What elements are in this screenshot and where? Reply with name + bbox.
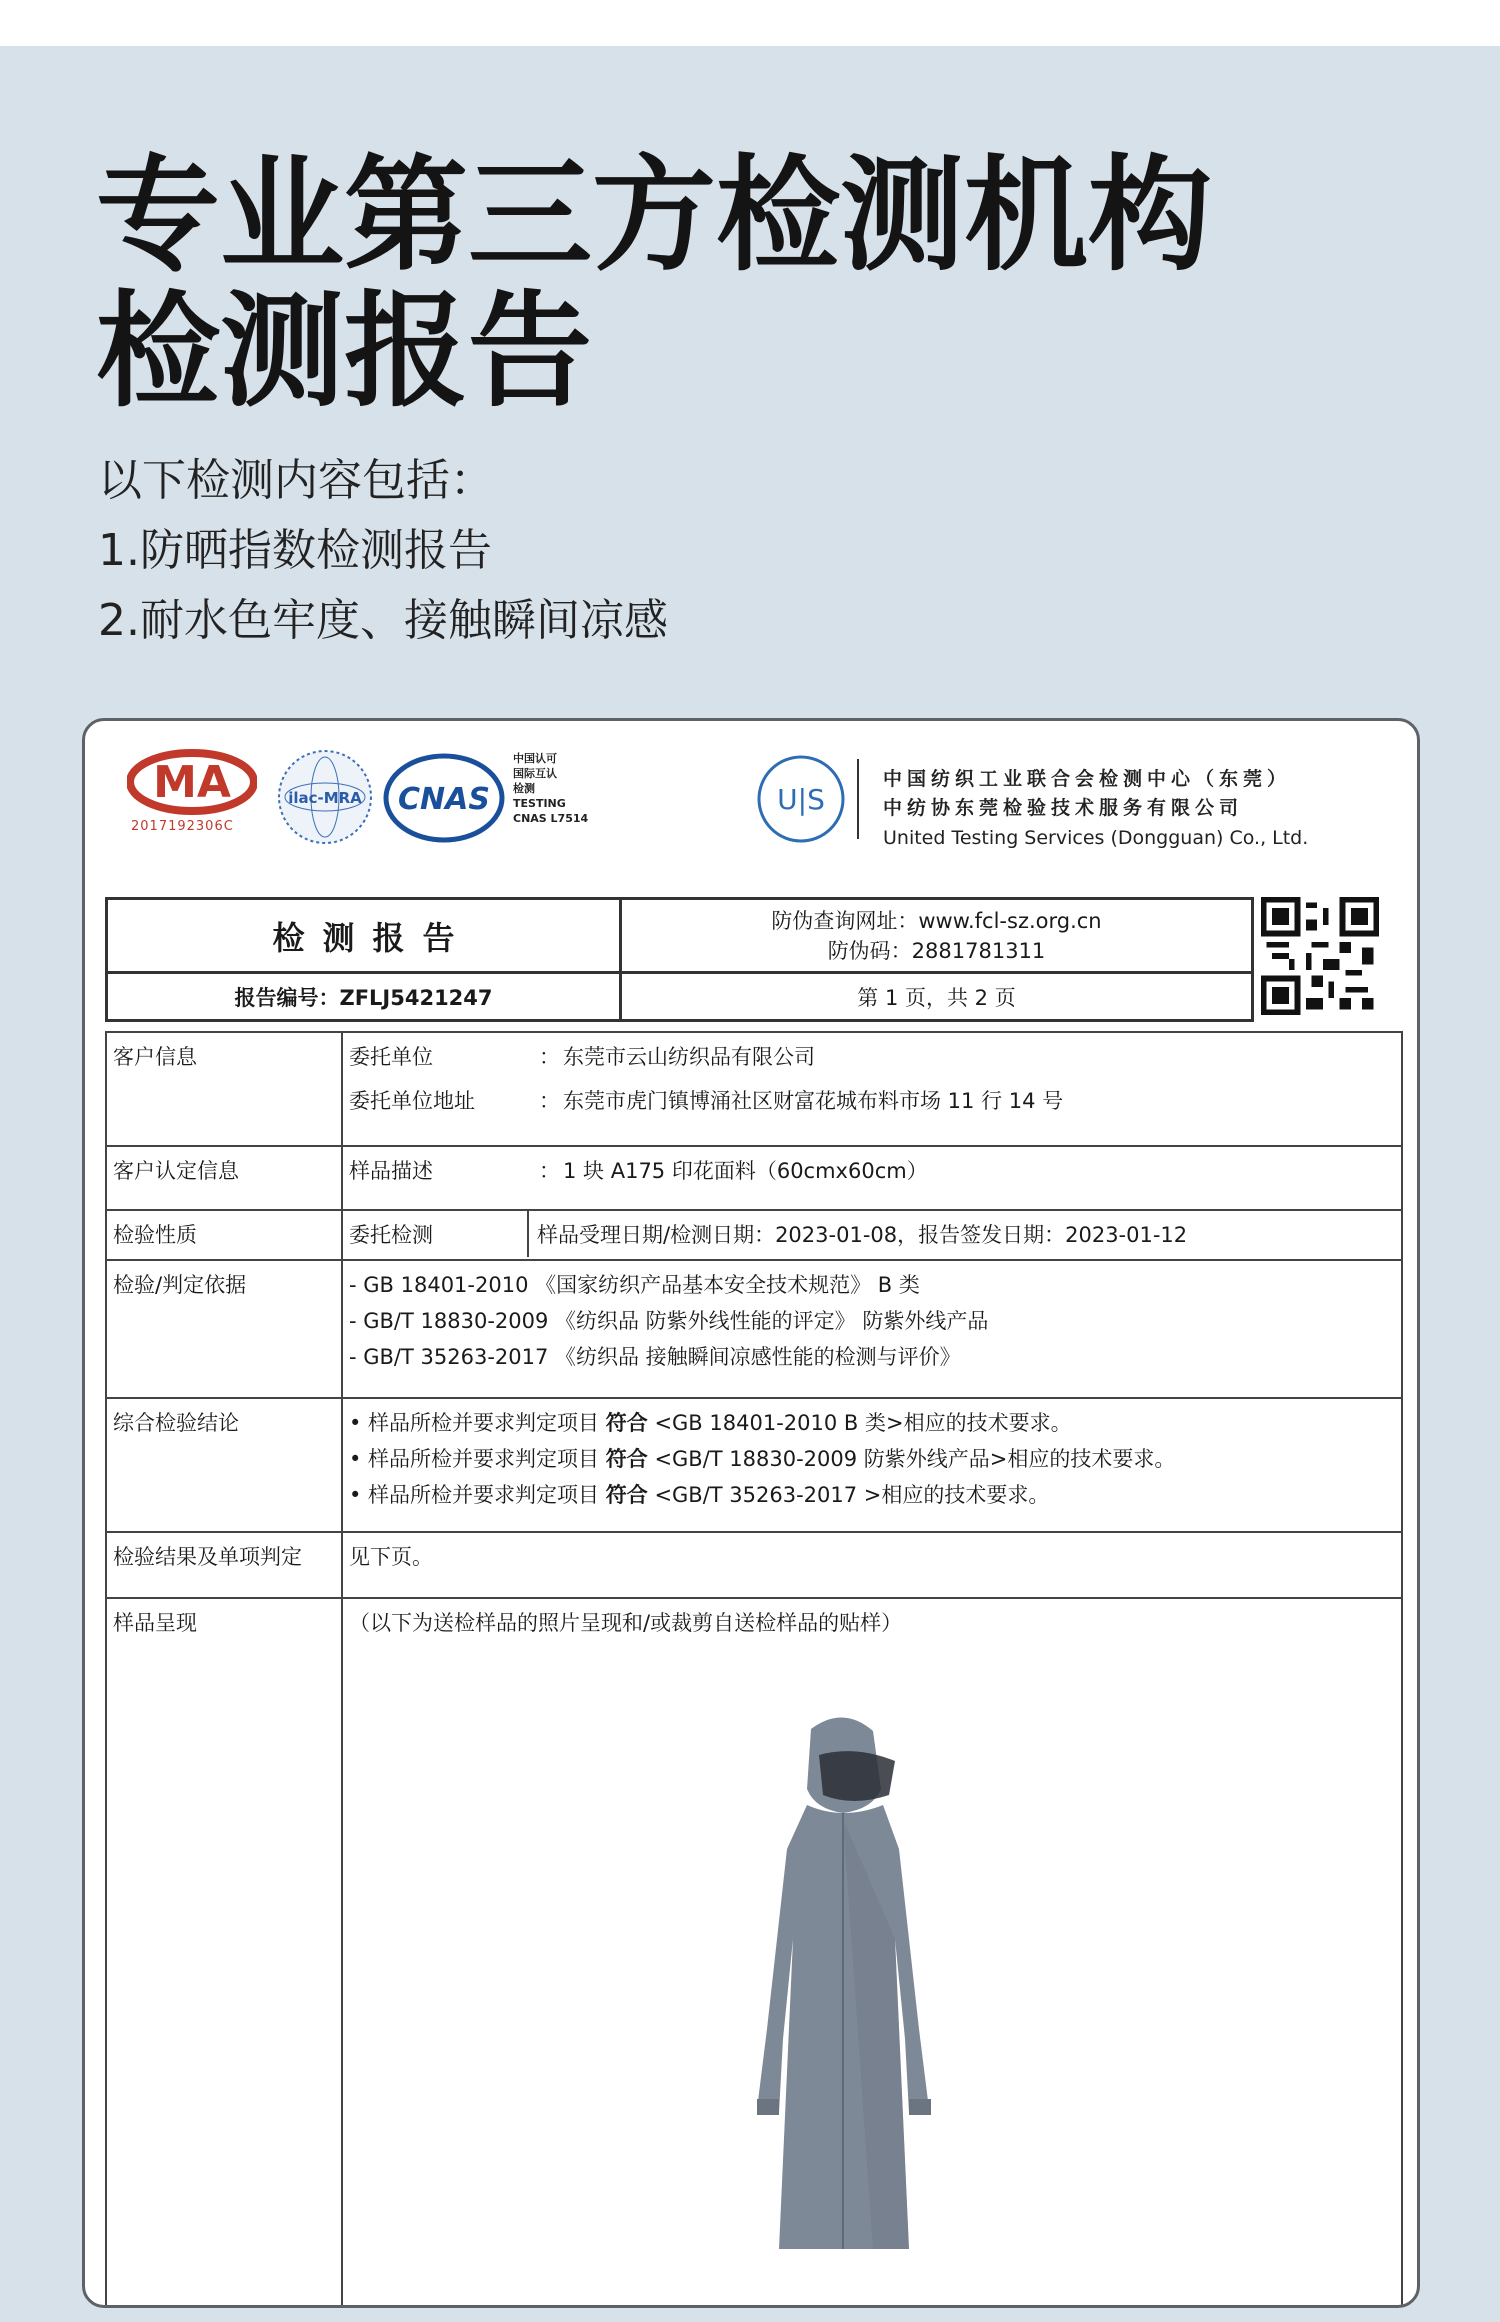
conclusion-item <box>349 1477 1395 1513</box>
basis-item: - GB/T 35263-2017 《纺织品 接触瞬间凉感性能的检测与评价》 <box>349 1345 961 1369</box>
label-basis: 检验/判定依据 <box>106 1260 342 1398</box>
page-indicator: 第 1 页，共 2 页 <box>621 973 1253 1021</box>
cnas-line: 中国认可 <box>513 752 557 765</box>
uts-logo <box>753 751 849 851</box>
nature-row <box>342 1210 1402 1260</box>
qr-code <box>1261 897 1379 1015</box>
cnas-text: CNAS <box>398 782 490 817</box>
anti-fake-code: 防伪码：2881781311 <box>827 938 1046 963</box>
anti-fake-site: 防伪查询网址：www.fcl-sz.org.cn <box>771 908 1102 933</box>
entrust-addr-key: 委托单位地址 <box>349 1089 475 1113</box>
intro-list <box>98 446 668 656</box>
report-title: 检测报告 <box>107 899 621 973</box>
report-number: 报告编号：ZFLJ5421247 <box>107 973 621 1021</box>
logo-strip <box>85 721 1420 891</box>
center-cn-2: 中纺协东莞检验技术服务有限公司 <box>883 797 1244 819</box>
cnas-line: CNAS L7514 <box>513 812 589 825</box>
label-result: 检验结果及单项判定 <box>106 1532 342 1598</box>
center-en: United Testing Services (Dongguan) Co., Ltd. <box>883 827 1309 849</box>
ilac-text: ilac-MRA <box>288 789 362 807</box>
cma-logo <box>127 749 267 834</box>
cma-text: MA <box>153 757 231 808</box>
conclusion-fit: 符合 <box>605 1483 648 1507</box>
present-note: （以下为送检样品的照片呈现和/或裁剪自送检样品的贴样） <box>349 1611 903 1635</box>
conclusion-list <box>342 1398 1402 1532</box>
intro-item-1: 1.防晒指数检测报告 <box>98 525 492 576</box>
test-center-name <box>883 765 1308 853</box>
label-conclusion: 综合检验结论 <box>106 1398 342 1532</box>
conclusion-item <box>349 1405 1395 1441</box>
sample-garment-image <box>723 1709 963 2269</box>
page-headline <box>96 144 1296 424</box>
report-header-table <box>105 897 1254 1022</box>
conclusion-fit: 符合 <box>605 1447 648 1471</box>
intro-item-2: 2.耐水色牢度、接触瞬间凉感 <box>98 595 668 646</box>
conclusion-prefix: • 样品所检并要求判定项目 <box>349 1447 600 1471</box>
basis-item: - GB/T 18830-2009 《纺织品 防紫外线性能的评定》 防紫外线产品 <box>349 1309 989 1333</box>
sample-desc-key: 样品描述 <box>349 1159 433 1183</box>
cnas-line: 国际互认 <box>513 767 557 780</box>
customer-info: 委托单位 ： 东莞市云山纺织品有限公司 委托单位地址 ： 东莞市虎门镇博涌社区财富花城布料市场 11 行 14 号 <box>342 1032 1402 1146</box>
label-customer: 客户信息 <box>106 1032 342 1146</box>
headline-line-1: 专业第三方检测机构 <box>96 144 1213 288</box>
cnas-line: TESTING <box>513 797 566 810</box>
conclusion-fit: 符合 <box>605 1411 648 1435</box>
conclusion-tail: <GB/T 18830-2009 防紫外线产品>相应的技术要求。 <box>654 1447 1176 1471</box>
intro-lead: 以下检测内容包括： <box>98 455 494 506</box>
label-confirm: 客户认定信息 <box>106 1146 342 1210</box>
ilac-mra-logo <box>275 747 375 851</box>
label-nature: 检验性质 <box>106 1210 342 1260</box>
result-value: 见下页。 <box>342 1532 1402 1598</box>
cnas-caption <box>513 751 588 826</box>
center-cn-1: 中国纺织工业联合会检测中心（东莞） <box>883 768 1292 790</box>
report-card <box>82 718 1420 2308</box>
report-details-table <box>105 1031 1403 2308</box>
cma-number: 2017192306C <box>131 819 234 834</box>
sample-description: 样品描述 ： 1 块 A175 印花面料（60cmx60cm） <box>342 1146 1402 1210</box>
basis-list <box>342 1260 1402 1398</box>
sample-desc-value: 1 块 A175 印花面料（60cmx60cm） <box>563 1159 928 1183</box>
conclusion-tail: <GB 18401-2010 B 类>相应的技术要求。 <box>654 1411 1072 1435</box>
basis-item: - GB 18401-2010 《国家纺织产品基本安全技术规范》 B 类 <box>349 1273 920 1297</box>
conclusion-prefix: • 样品所检并要求判定项目 <box>349 1483 600 1507</box>
headline-line-2: 检测报告 <box>96 280 593 424</box>
entrust-addr-value: 东莞市虎门镇博涌社区财富花城布料市场 11 行 14 号 <box>563 1089 1064 1113</box>
cnas-logo <box>383 751 505 849</box>
conclusion-tail: <GB/T 35263-2017 >相应的技术要求。 <box>654 1483 1050 1507</box>
uts-text: U|S <box>777 783 825 816</box>
cnas-line: 检测 <box>513 782 535 795</box>
conclusion-item <box>349 1441 1395 1477</box>
conclusion-prefix: • 样品所检并要求判定项目 <box>349 1411 600 1435</box>
report-dates: 样品受理日期/检测日期：2023-01-08，报告签发日期：2023-01-12 <box>537 1223 1188 1247</box>
top-band <box>0 0 1500 46</box>
nature-value: 委托检测 <box>343 1211 529 1257</box>
sample-photo-cell <box>342 1598 1402 2308</box>
anti-fake-info <box>621 899 1253 973</box>
entrust-unit-value: 东莞市云山纺织品有限公司 <box>563 1045 815 1069</box>
label-present: 样品呈现 <box>106 1598 342 2308</box>
entrust-unit-key: 委托单位 <box>349 1045 433 1069</box>
logo-divider <box>857 759 859 839</box>
